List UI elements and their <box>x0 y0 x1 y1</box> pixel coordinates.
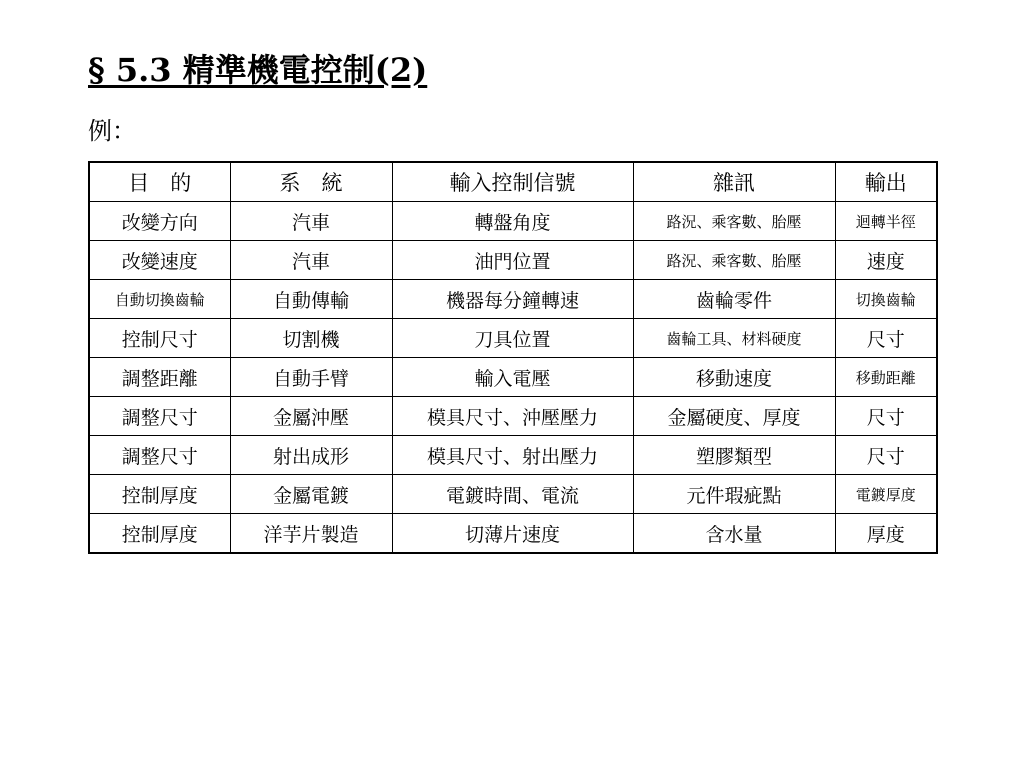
cell-system: 射出成形 <box>230 436 392 475</box>
cell-noise: 移動速度 <box>633 358 835 397</box>
cell-purpose: 控制厚度 <box>89 475 230 514</box>
example-label: 例： <box>88 117 136 145</box>
cell-noise: 路況、乘客數、胎壓 <box>633 202 835 241</box>
table-header-row <box>89 162 937 202</box>
cell-input-signal: 電鍍時間、電流 <box>392 475 633 514</box>
table-row <box>89 514 937 554</box>
cell-input-signal: 模具尺寸、射出壓力 <box>392 436 633 475</box>
table-row <box>89 436 937 475</box>
cell-purpose: 改變速度 <box>89 241 230 280</box>
header-noise: 雜訊 <box>633 162 835 202</box>
cell-system: 自動傳輸 <box>230 280 392 319</box>
table-row <box>89 319 937 358</box>
table-row <box>89 358 937 397</box>
cell-purpose: 調整距離 <box>89 358 230 397</box>
cell-output: 厚度 <box>835 514 937 554</box>
cell-output: 尺寸 <box>835 319 937 358</box>
cell-output: 切換齒輪 <box>835 280 937 319</box>
cell-input-signal: 輸入電壓 <box>392 358 633 397</box>
cell-output: 速度 <box>835 241 937 280</box>
cell-system: 洋芋片製造 <box>230 514 392 554</box>
cell-input-signal: 轉盤角度 <box>392 202 633 241</box>
cell-noise: 塑膠類型 <box>633 436 835 475</box>
control-examples-table <box>88 161 938 554</box>
cell-system: 金屬電鍍 <box>230 475 392 514</box>
cell-noise: 元件瑕疵點 <box>633 475 835 514</box>
table-row <box>89 397 937 436</box>
cell-input-signal: 機器每分鐘轉速 <box>392 280 633 319</box>
table-row <box>89 202 937 241</box>
cell-input-signal: 切薄片速度 <box>392 514 633 554</box>
cell-system: 金屬沖壓 <box>230 397 392 436</box>
cell-system: 汽車 <box>230 241 392 280</box>
cell-purpose: 自動切換齒輪 <box>89 280 230 319</box>
cell-noise: 齒輪工具、材料硬度 <box>633 319 835 358</box>
cell-input-signal: 刀具位置 <box>392 319 633 358</box>
cell-system: 自動手臂 <box>230 358 392 397</box>
cell-purpose: 控制厚度 <box>89 514 230 554</box>
cell-purpose: 控制尺寸 <box>89 319 230 358</box>
cell-noise: 含水量 <box>633 514 835 554</box>
header-system: 系 統 <box>230 162 392 202</box>
cell-system: 切割機 <box>230 319 392 358</box>
cell-input-signal: 油門位置 <box>392 241 633 280</box>
header-output: 輸出 <box>835 162 937 202</box>
cell-noise: 齒輪零件 <box>633 280 835 319</box>
cell-input-signal: 模具尺寸、沖壓壓力 <box>392 397 633 436</box>
table-row <box>89 280 937 319</box>
cell-noise: 金屬硬度、厚度 <box>633 397 835 436</box>
header-purpose: 目 的 <box>89 162 230 202</box>
table-row <box>89 241 937 280</box>
cell-purpose: 調整尺寸 <box>89 397 230 436</box>
slide-title: § 5.3 精準機電控制(2) <box>88 51 428 89</box>
cell-output: 電鍍厚度 <box>835 475 937 514</box>
cell-output: 尺寸 <box>835 397 937 436</box>
cell-purpose: 調整尺寸 <box>89 436 230 475</box>
header-input-signal: 輸入控制信號 <box>392 162 633 202</box>
table-row <box>89 475 937 514</box>
cell-purpose: 改變方向 <box>89 202 230 241</box>
cell-output: 迴轉半徑 <box>835 202 937 241</box>
cell-system: 汽車 <box>230 202 392 241</box>
cell-output: 尺寸 <box>835 436 937 475</box>
cell-output: 移動距離 <box>835 358 937 397</box>
cell-noise: 路況、乘客數、胎壓 <box>633 241 835 280</box>
